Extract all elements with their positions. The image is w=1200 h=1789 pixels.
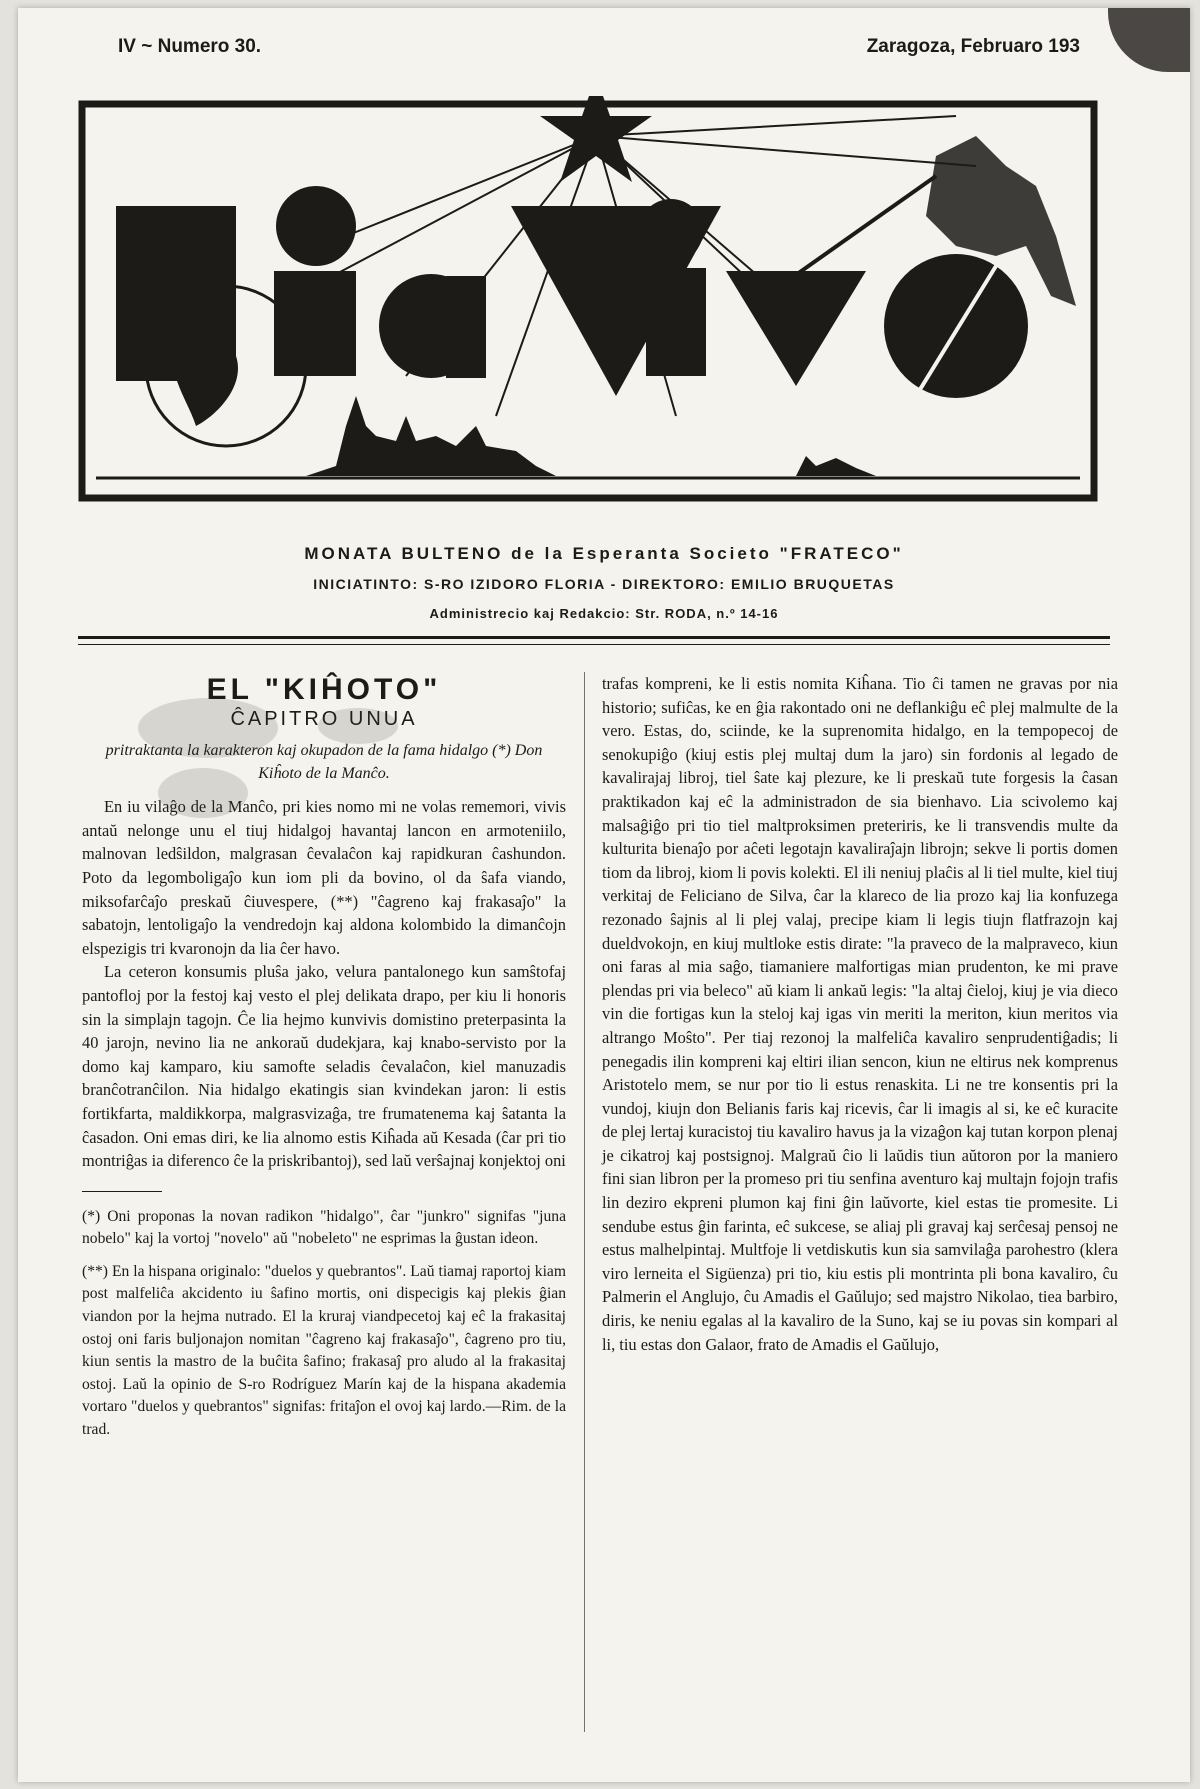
address-line: Administrecio kaj Redakcio: Str. RODA, n.º 14-16 <box>429 606 779 621</box>
article-column-left <box>82 672 566 1452</box>
issue-line <box>118 36 1080 66</box>
issue-number: IV ~ Numero 30. <box>118 36 262 57</box>
paragraph: trafas kompreni, ke li estis nomita Kiĥana. Tio ĉi tamen ne gravas por nia historio; sufiĉas, ke en ĝia rakontado oni ne deflankiĝu eĉ plej malmulte de la vero. Estas, do, sciinde, ke la suprenomita hidalgo, en la tempopecoj de senokupiĝo (kiuj estis plej multaj dum la jaro) sin fordonis al legado de kavalirajaj libroj, tiel ŝate kaj plezure, ke li preskaŭ tute forgesis la ĉasan praktikadon kaj eĉ la administradon de sia bienhavo. Lia scivolemo kaj malsaĝiĝo pri tio tiel maltproksimen preteriris, ke li transvendis multe da kulturita bienaĵo por aĉeti legotajn kavaliraĵajn librojn; sekve li portis domen tiom da libroj, kiom li povis kolekti. El ili neniuj plaĉis al li tiel multe, kiel tiuj verkitaj de Feliciano de Silva, ĉar la klareco de lia prozo kaj lia konfuzega rezonado ŝajnis al li plej valaj, precipe kiam li legis tiujn flatfrazojn kaj dueldvokojn, en kiuj multloke estis dirate: "la praveco de la malpraveco, kiun oni faras al mia saĝo, tiamaniere malfortigas mian prudenton, ke mi prave plendas pri via beleco" aŭ kiam li ankaŭ legis: "la altaj ĉieloj, kiuj je via dieco vin die fortigas kun la steloj kaj igas vin meriti la meriton, kiun meritos via altrango Moŝto". Per tiaj rezonoj la malfeliĉa kavaliro senprudentiĝadis; li penegadis ilin kompreni kaj eltiri ilian sencon, kiun ne eltirus nek komprenus Aristotelo mem, se nur por tio li estus renaskita. Li ne tre konsentis pri la vundoj, kiujn don Belianis faris kaj ricevis, ĉar li imagis al si, ke eĉ kuracite de plej lertaj kuracistoj tiu kavaliro havus ja la vizaĝon kaj tutan korpon plenaj je cikatroj kaj postsignoj. Malgraŭ ĉio li laŭdis tiun aŭtoron por la maniero fini sian libron per la promeso pri tiu senfina aventuro kaj multajn fojojn trafis lin deziro ekpreni plumon kaj fini ĝin laŭvorte, kiel estas tie promesite. Li sendube estus ĝin farinta, eĉ sukcese, se aliaj pli gravaj kaj serĉesaj pensoj ne estus malhelpintaj. Multfoje li vetdiskutis kun sia samvilaĝa parohestro (klera viro lerneita el Sigüenza) pri tio, kiu estis pli montrinta pli bona kavaliro, ĉu Palmerin el Anglujo, ĉu Amadis el Gaŭlujo; sed majstro Nikolao, tiea barbiro, diris, ke neniu egalas al la kavaliro de la Suno, kaj se iu povas sin kompari al li, tiu estas don Galaor, frato de Amadis el Gaŭlujo, <box>602 674 1118 1354</box>
masthead-logo <box>76 96 1102 506</box>
chapter-heading: ĈAPITRO UNUA <box>230 707 418 730</box>
masthead-art <box>76 96 1102 506</box>
header-rule-thick <box>78 636 1110 639</box>
footnote-rule <box>82 1191 162 1192</box>
column-divider <box>584 672 585 1732</box>
newspaper-page <box>18 8 1190 1782</box>
header-rule-thin <box>78 644 1110 645</box>
city-skyline <box>306 396 556 476</box>
article-title: EL "KIĤOTO" <box>206 673 442 706</box>
torn-corner <box>1108 8 1190 72</box>
ink-stain <box>138 698 278 758</box>
ink-stain <box>318 708 398 744</box>
paragraph: La ceteron konsumis pluŝa jako, velura pantalonego kun samŝtofaj pantofloj por la festoj kaj vesto el plej delikata drapo, per kiu li honoris sin la simplajn tagojn. Ĉe lia hejmo kunvivis domistino preterpasinta la 40 jarojn, nevino lia ne ankoraŭ dudekjara, kaj knabo-servisto por la domo kaj kamparo, kiu samofte seladis ĉevalaĉon, kiel manuzadis branĉotranĉilon. Nia hidalgo ekatingis sian kvindekan jaron: li estis fortikfarta, maldikkorpa, malgrasvizaĝa, tre frumatenema kaj ŝatanta la ĉasadon. Oni emas diri, ke lia alnomo estis Kiĥada aŭ Kesada (ĉar pri tio montriĝas ia diferenco ĉe la priskribantoj), sed laŭ verŝajnaj konjektoj oni <box>82 962 566 1171</box>
article-column-right <box>602 672 1118 1356</box>
footnote: (*) Oni proponas la novan radikon "hidalgo", ĉar "junkro" signifas "juna nobelo" kaj la vortoj "novelo" aŭ "nobeleto" ne esprimas la ĝustan ideon. <box>82 1207 566 1248</box>
founders-line: INICIATINTO: S-RO IZIDORO FLORIA - DIREKTORO: EMILIO BRUQUETAS <box>313 576 895 592</box>
chapter-summary: pritraktanta la karakteron kaj okupadon de la fama hidalgo (*) Don Kiĥoto de la Manĉo. <box>105 742 543 783</box>
issue-date: Zaragoza, Februaro 193 <box>866 36 1080 57</box>
bulletin-subtitle: MONATA BULTENO de la Esperanta Societo "FRATECO" <box>304 544 904 563</box>
ink-stain <box>158 768 248 818</box>
footnote: (**) En la hispana originalo: "duelos y quebrantos". Laŭ tiamaj raportoj kiam post malfeliĉa akcidento iu ŝafino mortis, oni dispecigis kaj plekis ĝian viandon por la hejma nutrado. El la kruraj viandpecetoj kaj eĉ la frakasitaj ostoj oni faris buljonajon nomitan "ĉagreno kaj frakasaĵo", ĉagreno pro tiu, kiun sentis la mastro de la buĉita ŝafino; frakasaĵ pro aludo al la frakasitaj ostoj. Laŭ la opinio de S-ro Rodríguez Marín kaj de la hispana akademia vortaro "duelos y quebrantos" signifas: fritaĵon el ovoj kaj lardo.—Rim. de la trad. <box>82 1262 566 1439</box>
paragraph: En iu vilaĝo de la Manĉo, pri kies nomo mi ne volas rememori, vivis antaŭ nelonge unu el tiuj hidalgoj havantaj lancon en armoteniilo, malnovan ledŝildon, malgrasan ĉevalaĉon kaj rapidkuran ĉashundon. Poto da legomboligaĵo kun iom pli da bovino, ol da ŝafa viando, miksofarĉaĵo preskaŭ ĉiuvespere, (**) "ĉagreno kaj frakasaĵo" la sabatojn, lentoligaĵo la vendredojn kaj aldona kolombido la dimanĉojn elspezigis tri kvaronojn da lia ĉer havo. <box>82 797 566 958</box>
